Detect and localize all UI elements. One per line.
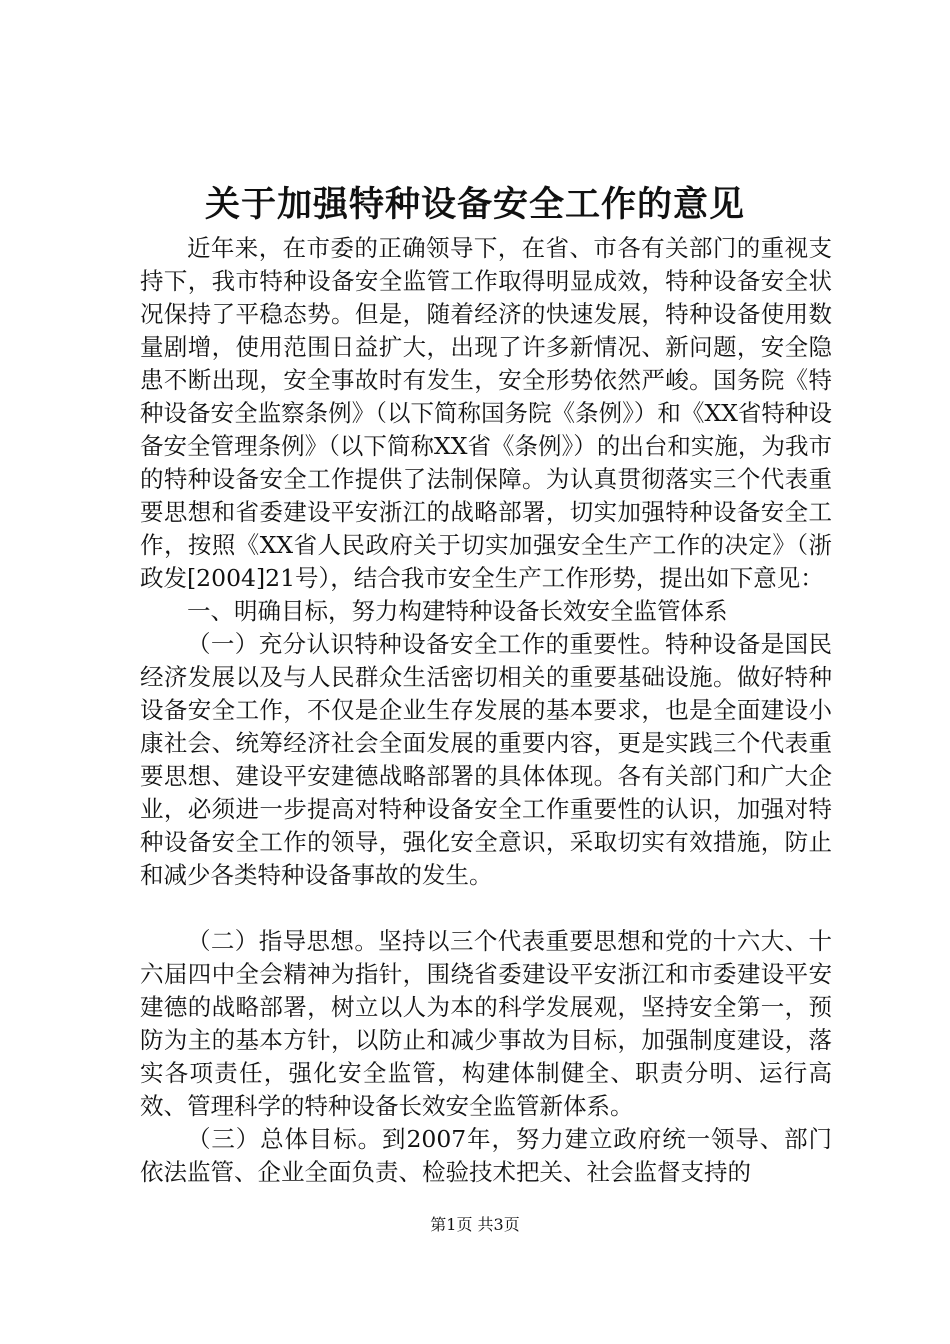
paragraph-importance: （一）充分认识特种设备安全工作的重要性。特种设备是国民经济发展以及与人民群众生活密切相关的重要基础设施。做好特种设备安全工作，不仅是企业生存发展的基本要求，也是全面建设小康社会、统筹经济社会全面发展的重要内容，更是实践三个代表重要思想、建设平安建德战略部署的具体体现。各有关部门和广大企业，必须进一步提高对特种设备安全工作重要性的认识，加强对特种设备安全工作的领导，强化安全意识，采取切实有效措施，防止和减少各类特种设备事故的发生。 — [140, 630, 832, 889]
paragraph-overall-goal: （三）总体目标。到2007年，努力建立政府统一领导、部门依法监管、企业全面负责、检验技术把关、社会监督支持的 — [140, 1125, 832, 1186]
paragraph-intro: 近年来，在市委的正确领导下，在省、市各有关部门的重视支持下，我市特种设备安全监管工作取得明显成效，特种设备安全状况保持了平稳态势。但是，随着经济的快速发展，特种设备使用数量剧增，使用范围日益扩大，出现了许多新情况、新问题，安全隐患不断出现，安全事故时有发生，安全形势依然严峻。国务院《特种设备安全监察条例》（以下简称国务院《条例》）和《XX省特种设备安全管理条例》（以下简称XX省《条例》）的出台和实施，为我市的特种设备安全工作提供了法制保障。为认真贯彻落实三个代表重要思想和省委建设平安浙江的战略部署，切实加强特种设备安全工作，按照《XX省人民政府关于切实加强安全生产工作的决定》（浙政发[2004]21号），结合我市安全生产工作形势，提出如下意见： — [140, 234, 832, 592]
document-title: 关于加强特种设备安全工作的意见 — [204, 184, 745, 225]
document-body — [140, 232, 832, 1189]
paragraph-guiding-thought: （二）指导思想。坚持以三个代表重要思想和党的十六大、十六届四中全会精神为指针，围绕省委建设平安浙江和市委建设平安建德的战略部署，树立以人为本的科学发展观，坚持安全第一，预防为主的基本方针，以防止和减少事故为目标，加强制度建设，落实各项责任，强化安全监管，构建体制健全、职责分明、运行高效、管理科学的特种设备长效安全监管新体系。 — [140, 927, 832, 1120]
page-number-footer: 第1页 共3页 — [430, 1215, 520, 1234]
section-heading-1: 一、明确目标，努力构建特种设备长效安全监管体系 — [187, 597, 728, 625]
paragraph-spacer — [140, 892, 832, 925]
